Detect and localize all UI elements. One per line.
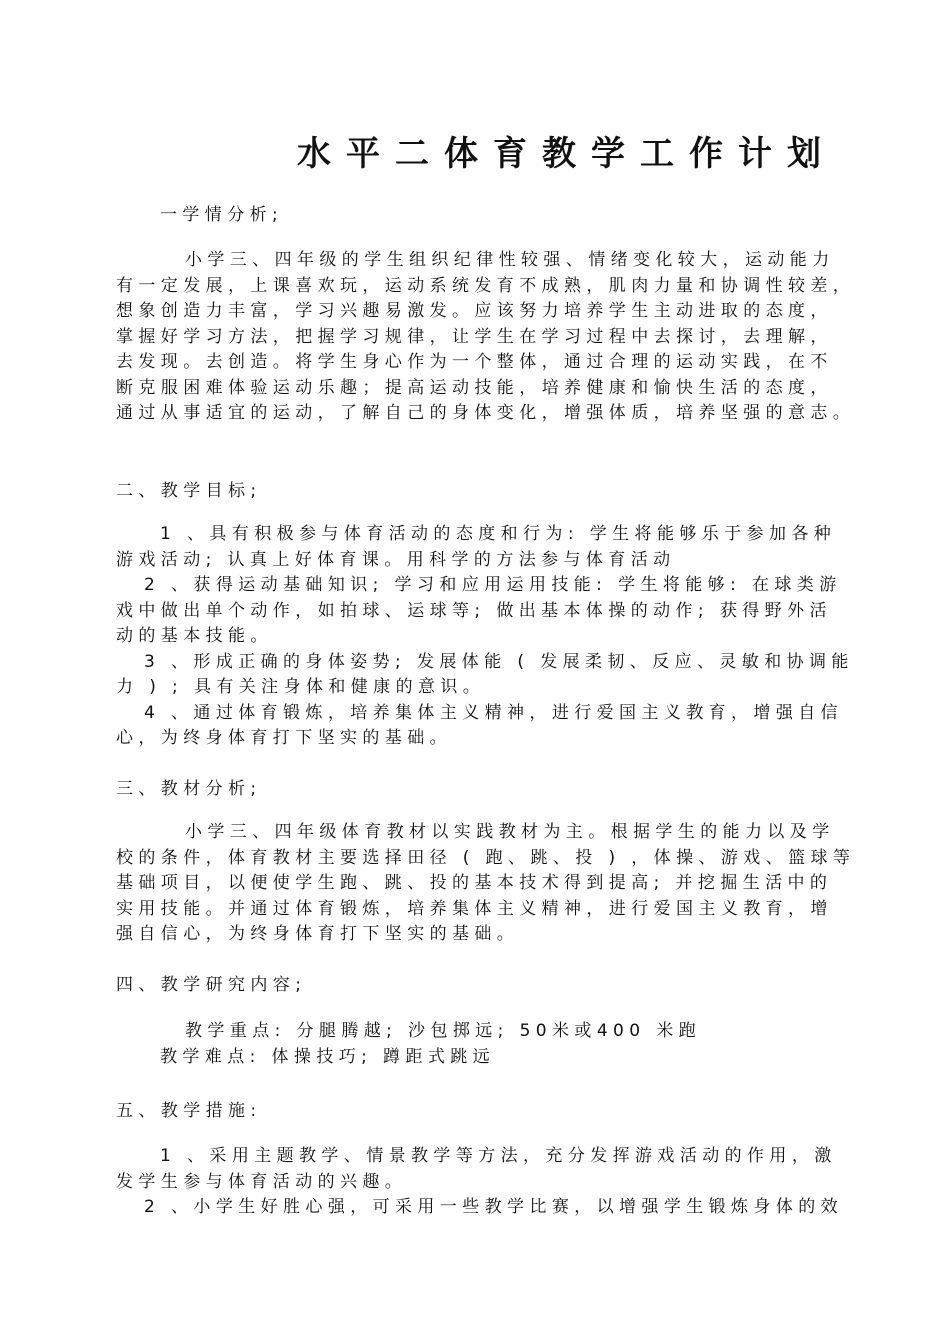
section-2-body (116, 522, 854, 752)
section-1-heading: 一学情分析; (160, 205, 284, 225)
section-2-line: 2 、获得运动基础知识; 学习和应用运用技能: 学生将能够: 在球类游 (144, 575, 842, 595)
section-2-line: 游戏活动; 认真上好体育课。用科学的方法参与体育活动 (116, 549, 676, 570)
section-2-line: 心，为终身体育打下坚实的基础。 (116, 728, 452, 748)
section-1-line: 去发现。去创造。将学生身心作为一个整体，通过合理的运动实践，在不 (116, 352, 833, 372)
section-4-line: 教学重点: 分腿腾越; 沙包掷远; 50米或400 米跑 (185, 1021, 702, 1041)
section-2-line: 3 、形成正确的身体姿势; 发展体能 ( 发展柔韧、反应、灵敏和协调能 (144, 651, 854, 672)
section-5-body (116, 1144, 851, 1221)
section-2-line: 动的基本技能。 (116, 626, 273, 646)
section-2-heading: 二、教学目标; (116, 481, 262, 501)
section-1-line: 断克服困难体验运动乐趣；提高运动技能，培养健康和愉快生活的态度， (116, 377, 833, 398)
section-1-line: 通过从事适宜的运动，了解自己的身体变化，增强体质，培养坚强的意志。 (116, 403, 856, 423)
section-4-line: 教学难点: 体操技巧; 蹲距式跳远 (160, 1046, 496, 1067)
section-3-line: 强自信心，为终身体育打下坚实的基础。 (116, 924, 520, 944)
section-3-line: 基础项目，以便使学生跑、跳、投的基本技术得到提高; 并挖掘生活中的 (116, 873, 833, 893)
section-2-line: 1 、具有积极参与体育活动的态度和行为: 学生将能够乐于参加各种 (160, 524, 837, 544)
section-3-body (116, 820, 856, 948)
section-5-line: 1 、采用主题教学、情景教学等方法，充分发挥游戏活动的作用，激 (160, 1146, 837, 1166)
section-3-line: 校的条件，体育教材主要选择田径 ( 跑、跳、投 ) ，体操、游戏、篮球等 (116, 847, 856, 868)
section-5-heading: 五、教学措施: (116, 1101, 262, 1121)
section-1-line: 想象创造力丰富，学习兴趣易激发。应该努力培养学生主动进取的态度， (116, 301, 833, 321)
section-1-line: 有一定发展，上课喜欢玩，运动系统发育不成熟，肌肉力量和协调性较差， (116, 275, 856, 296)
section-3-line: 实用技能。并通过体育锻炼，培养集体主义精神，进行爱国主义教育，增 (116, 898, 833, 919)
section-2-line: 力 ) ; 具有关注身体和健康的意识。 (116, 677, 486, 697)
section-4-heading: 四、教学研究内容; (116, 975, 307, 995)
document-title: 水平二体育教学工作计划 (297, 134, 836, 174)
section-2-line: 戏中做出单个动作，如拍球、运球等; 做出基本体操的动作; 获得野外活 (116, 600, 832, 621)
section-1-line: 掌握好学习方法，把握学习规律，让学生在学习过程中去探讨，去理解， (116, 326, 833, 347)
section-1-line: 小学三、四年级的学生组织纪律性较强、情绪变化较大，运动能力 (185, 250, 835, 270)
section-2-line: 4 、通过体育锻炼，培养集体主义精神，进行爱国主义教育，增强自信 (144, 702, 844, 723)
section-5-line: 发学生参与体育活动的兴趣。 (116, 1171, 408, 1192)
section-3-line: 小学三、四年级体育教材以实践教材为主。根据学生的能力以及学 (185, 822, 835, 842)
section-5-line: 2 、小学生好胜心强，可采用一些教学比赛，以增强学生锻炼身体的效 (144, 1197, 844, 1217)
section-4-body (116, 1019, 851, 1070)
section-3-heading: 三、教材分析; (116, 779, 262, 799)
section-1-body (116, 248, 856, 427)
